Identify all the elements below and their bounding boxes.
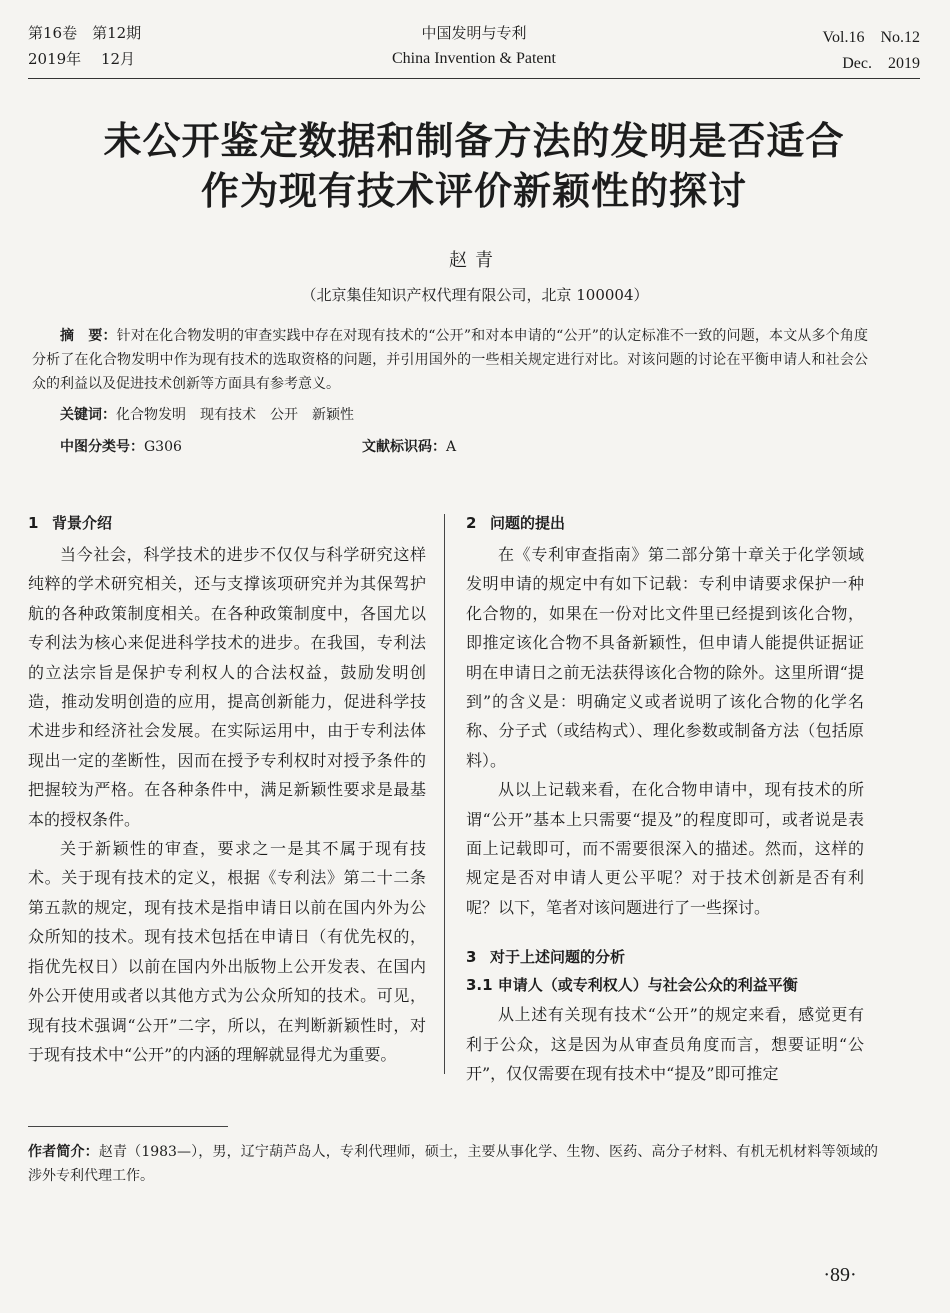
section-1-number: 1 bbox=[28, 514, 39, 532]
journal-name-cn: 中国发明与专利 bbox=[421, 24, 527, 42]
year-month: 2019年 12月 bbox=[28, 50, 136, 68]
date-en: Dec. 2019 bbox=[842, 55, 920, 72]
section-1-paragraph-2: 关于新颖性的审查，要求之一是其不属于现有技术。关于现有技术的定义，根据《专利法》第二十二条第五款的规定，现有技术是指申请日以前在国内外为公众所知的技术。现有技术包括在申请日（有优先权的，指优先权日）以前在国内外出版物上公开发表、在国内外公开使用或者以其他方式为公众所知的技术。可见，现有技术强调“公开”二字，所以，在判断新颖性时，对于现有技术中“公开”的内涵的理解就显得尤为重要。 bbox=[28, 839, 426, 1064]
abstract-label: 摘 要： bbox=[60, 328, 117, 344]
section-2-heading bbox=[466, 510, 864, 536]
section-3-paragraph-1: 从上述有关现有技术“公开”的规定来看，感觉更有利于公众，这是因为从审查员角度而言，想要证明“公开”，仅仅需要在现有技术中“提及”即可推定 bbox=[466, 1005, 864, 1084]
author-affiliation: （北京集佳知识产权代理有限公司，北京 100004） bbox=[301, 286, 649, 304]
section-1-heading bbox=[28, 510, 426, 536]
section-2-paragraph-2: 从以上记载来看，在化合物申请中，现有技术的所谓“公开”基本上只需要“提及”的程度即可，或者说是表面上记载即可，而不需要很深入的描述。然而，这样的规定是否对申请人更公平呢？对于技术创新是否有利呢？以下，笔者对该问题进行了一些探讨。 bbox=[466, 780, 864, 917]
section-3-heading bbox=[466, 944, 864, 970]
footnote-rule bbox=[28, 1126, 228, 1127]
keywords-text: 化合物发明 现有技术 公开 新颖性 bbox=[116, 407, 354, 423]
document-code bbox=[362, 436, 456, 456]
author-name: 赵青 bbox=[449, 250, 501, 271]
abstract-text: 针对在化合物发明的审查实践中存在对现有技术的“公开”和对本申请的“公开”的认定标准不一致的问题，本文从多个角度分析了在化合物发明中作为现有技术的选取资格的问题，并引用国外的一些相关规定进行对比。对该问题的讨论在平衡申请人和社会公众的利益以及促进技术创新等方面具有参考意义。 bbox=[32, 328, 868, 392]
footnote-text: 赵青（1983—），男，辽宁葫芦岛人，专利代理师，硕士，主要从事化学、生物、医药、高分子材料、有机无机材料等领域的涉外专利代理工作。 bbox=[28, 1144, 878, 1184]
page-number: ·89· bbox=[823, 1264, 857, 1286]
keywords-label: 关键词： bbox=[60, 407, 116, 423]
section-2-paragraph-1: 在《专利审查指南》第二部分第十章关于化学领域发明申请的规定中有如下记载：专利申请要求保护一种化合物的，如果在一份对比文件里已经提到该化合物，即推定该化合物不具备新颖性，但申请人能提供证据证明在申请日之前无法获得该化合物的除外。这里所谓“提到”的含义是：明确定义或者说明了该化合物的化学名称、分子式（或结构式）、理化参数或制备方法（包括原料）。 bbox=[466, 545, 864, 770]
section-3-number: 3 bbox=[466, 948, 477, 967]
section-2-title: 问题的提出 bbox=[490, 514, 566, 532]
column-divider bbox=[444, 514, 445, 1074]
section-2-number: 2 bbox=[466, 514, 477, 532]
keywords bbox=[60, 404, 354, 424]
section-1-title: 背景介绍 bbox=[52, 514, 113, 532]
left-column bbox=[28, 510, 426, 1069]
section-3-title: 对于上述问题的分析 bbox=[490, 948, 626, 967]
volume-issue: 第16卷 第12期 bbox=[28, 24, 142, 42]
journal-name-en: China Invention & Patent bbox=[392, 50, 556, 67]
author-footnote bbox=[28, 1140, 878, 1188]
header-rule bbox=[28, 78, 920, 79]
right-column bbox=[466, 510, 864, 1089]
classification-value: G306 bbox=[144, 439, 182, 455]
document-code-value: A bbox=[446, 439, 457, 455]
running-header bbox=[28, 18, 920, 80]
classification-label: 中图分类号： bbox=[60, 439, 144, 455]
article-title bbox=[28, 116, 920, 216]
footnote-label: 作者简介： bbox=[28, 1144, 99, 1160]
volume-issue-en: Vol.16 No.12 bbox=[822, 29, 920, 46]
classification-number bbox=[60, 436, 182, 456]
section-1-paragraph-1: 当今社会，科学技术的进步不仅仅与科学研究这样纯粹的学术研究相关，还与支撑该项研究并为其保驾护航的各种政策制度相关。在各种政策制度中，各国尤以专利法为核心来促进科学技术的进步。在我国，专利法的立法宗旨是保护专利权人的合法权益，鼓励发明创造，推动发明创造的应用，提高创新能力，促进科学技术进步和经济社会发展。在实际运用中，由于专利法体现出一定的垄断性，因而在授予专利权时对授予条件的把握较为严格。在各种条件中，满足新颖性要求是最基本的授权条件。 bbox=[28, 545, 426, 829]
section-3-1-heading: 3.1 申请人（或专利权人）与社会公众的利益平衡 bbox=[466, 976, 798, 995]
abstract bbox=[32, 324, 868, 396]
title-line-1: 未公开鉴定数据和制备方法的发明是否适合 bbox=[103, 119, 845, 163]
title-line-2: 作为现有技术评价新颖性的探讨 bbox=[200, 169, 747, 213]
document-code-label: 文献标识码： bbox=[362, 439, 446, 455]
